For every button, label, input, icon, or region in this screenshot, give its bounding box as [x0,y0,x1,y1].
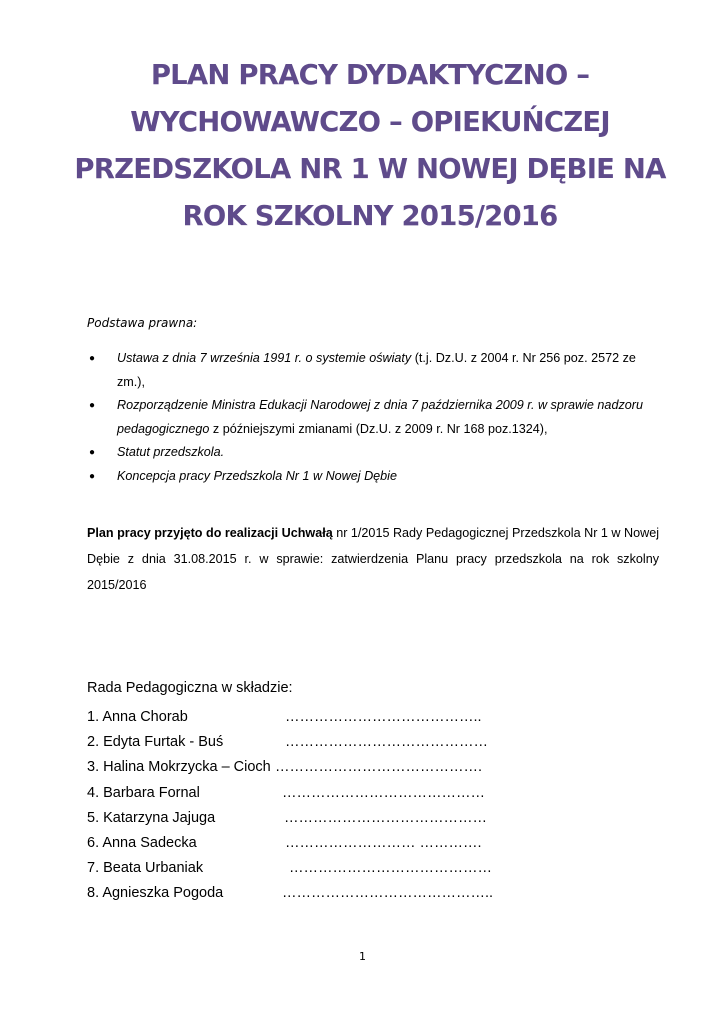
member-name: 4. Barbara Fornal [87,784,200,801]
council-member [87,781,527,806]
title-line: ROK SZKOLNY 2015/2016 [182,200,558,232]
bullet-icon: ● [89,470,96,482]
signature-line: ……………………… …………. [285,834,482,851]
council-member [87,881,527,906]
bullet-icon: ● [89,400,96,411]
legal-basis-item [87,441,667,465]
signature-line: …………………………………… [289,860,492,877]
member-name: 5. Katarzyna Jajuga [87,809,216,826]
legal-basis-item-title: Statut przedszkola. [117,445,225,459]
council-member [87,730,527,755]
title-line: WYCHOWAWCZO – OPIEKUŃCZEJ [130,106,610,138]
legal-basis-item [87,465,667,489]
member-name: 7. Beata Urbaniak [87,860,204,877]
legal-basis-item-title: Ustawa z dnia 7 września 1991 r. o systemie oświaty [117,351,412,365]
signature-line: …………………………………… [284,809,487,826]
signature-line: …………………………………….. [282,885,494,902]
member-name: 3. Halina Mokrzycka – Cioch [87,759,271,776]
title-line: PLAN PRACY DYDAKTYCZNO – [150,59,590,91]
council-member [87,705,527,730]
member-name: 8. Agnieszka Pogoda [87,885,224,902]
bullet-icon: ● [89,447,96,458]
legal-basis-item [87,347,667,394]
signature-line: ………………………………….. [285,709,482,725]
council-heading: Rada Pedagogiczna w składzie: [87,680,293,696]
legal-basis-label: Podstawa prawna: [87,316,198,330]
member-name: 6. Anna Sadecka [87,834,197,851]
council-member [87,831,527,856]
legal-basis-item-detail: z późniejszymi zmianami (Dz.U. z 2009 r. Nr 168 poz.1324), [209,421,548,436]
page-number: 1 [359,950,366,963]
legal-basis-item-title: Koncepcja pracy Przedszkola Nr 1 w Nowej Dębie [117,468,397,483]
title-line: PRZEDSZKOLA NR 1 W NOWEJ DĘBIE NA [74,153,666,185]
legal-basis-item [87,394,667,441]
legal-basis-item-detail: (t.j. Dz.U. z 2004 r. Nr 256 poz. 2572 ze zm.), [117,351,636,389]
resolution-lead: Plan pracy przyjęto do realizacji Uchwałą [87,526,333,540]
signature-line: …………………………………… [285,734,488,751]
bullet-icon: ● [89,353,96,364]
document-title [40,52,700,240]
legal-basis-list [87,347,667,488]
council-member [87,806,527,831]
resolution-text: nr 1/2015 Rady Pedagogicznej Przedszkola Nr 1 w Nowej Dębie z dnia 31.08.2015 r. w sprawie: zatwierdzenia Planu pracy przedszkola na rok szkolny 2015/2016 [87,526,659,592]
member-name: 2. Edyta Furtak - Buś [87,734,224,751]
signature-line: ……………………………………. [275,759,483,776]
council-member-list [87,705,527,907]
resolution-paragraph [87,520,659,598]
council-member [87,755,527,780]
council-member [87,856,527,881]
member-name: 1. Anna Chorab [87,709,188,725]
signature-line: …………………………………… [282,784,485,801]
legal-basis-item-title: Rozporządzenie Ministra Edukacji Narodowej z dnia 7 października 2009 r. w sprawie nadzoru pedagogicznego [117,398,643,436]
